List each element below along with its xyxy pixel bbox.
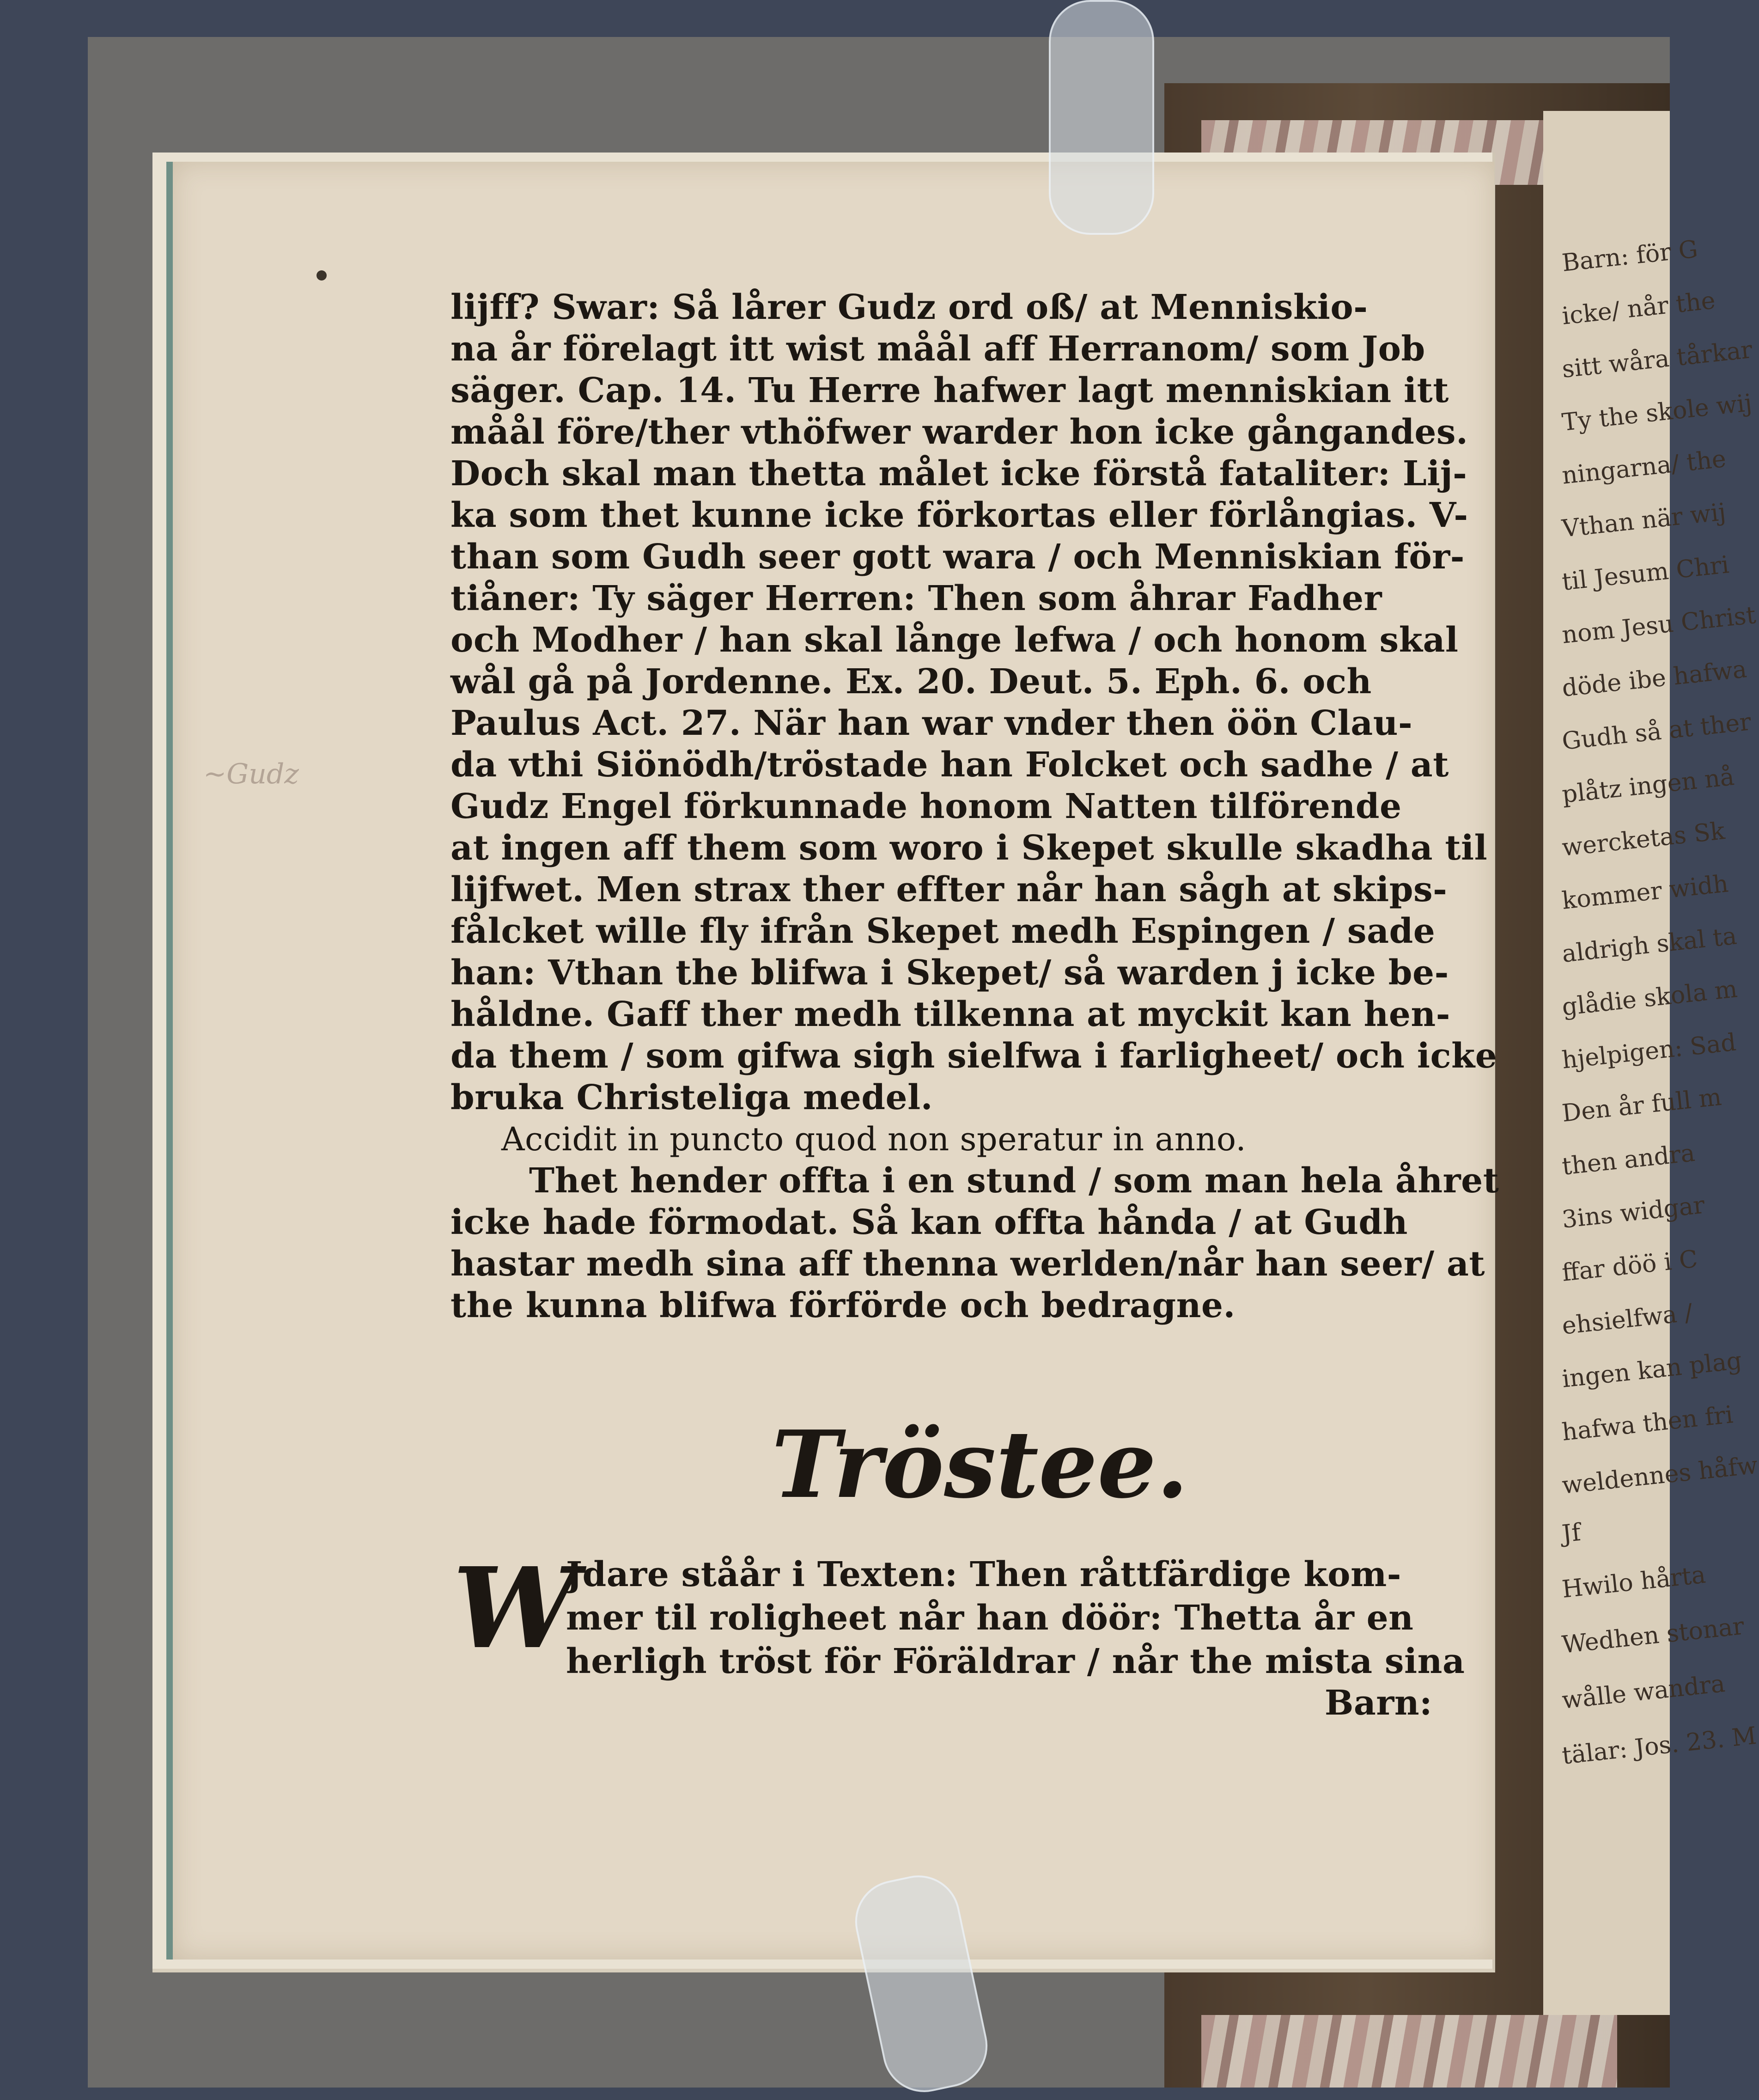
facing-line: til Jesum Chri	[1560, 551, 1731, 596]
text-line: hastar medh sina aff thenna werlden/når han seer/ at	[450, 1244, 1485, 1284]
latin-quote: Accidit in puncto quod non speratur in anno.	[501, 1120, 1247, 1158]
text-line: Gudz Engel förkunnade honom Natten tilförende	[450, 787, 1402, 826]
text-line: håldne. Gaff ther medh tilkenna at myckit kan hen-	[450, 995, 1450, 1034]
text-line: fålcket wille fly ifrån Skepet medh Espingen / sade	[450, 911, 1436, 951]
text-line: the kunna blifwa förförde och bedragne.	[450, 1286, 1236, 1325]
text-line: mer til roligheet når han döör: Thetta år en	[566, 1598, 1414, 1638]
text-line: Doch skal man thetta målet icke förstå fataliter: Lij-	[450, 454, 1467, 494]
facing-line: weldennes håfw	[1560, 1451, 1759, 1500]
facing-line: Den år full m	[1560, 1083, 1723, 1128]
facing-line: 3ins widgar	[1560, 1191, 1706, 1234]
facing-line: icke/ når the	[1560, 287, 1717, 330]
text-line: Thet hender offta i en stund / som man hela åhret	[529, 1161, 1499, 1201]
text-line: than som Gudh seer gott wara / och Menniskian för-	[450, 537, 1465, 577]
text-line: säger. Cap. 14. Tu Herre hafwer lagt menniskian itt	[450, 371, 1449, 410]
facing-line: Hwilo hårta	[1560, 1561, 1707, 1604]
text-line: han: Vthan the blifwa i Skepet/ så warden j icke be-	[450, 953, 1449, 993]
text-line: tiåner: Ty säger Herren: Then som åhrar Fadher	[450, 579, 1382, 618]
facing-line: kommer widh	[1560, 870, 1730, 915]
drop-cap: W	[453, 1543, 578, 1673]
text-line: at ingen aff them som woro i Skepet skulle skadha til	[450, 828, 1488, 868]
text-line: Jdare ståår i Texten: Then råttfärdige kom-	[566, 1555, 1401, 1594]
facing-line: ingen kan plag	[1560, 1347, 1743, 1393]
facing-line: then andra	[1560, 1139, 1697, 1181]
text-line: och Modher / han skal långe lefwa / och honom skal	[450, 620, 1459, 660]
facing-line: Vthan när wij	[1560, 498, 1728, 543]
text-line: bruka Christeliga medel.	[450, 1078, 933, 1117]
text-line: da them / som gifwa sigh sielfwa i farligheet/ och icke	[450, 1036, 1497, 1076]
text-line: da vthi Siönödh/tröstade han Folcket och sadhe / at	[450, 745, 1449, 785]
facing-line: nom Jesu Christ	[1560, 601, 1757, 649]
facing-line: ehsielfwa /	[1560, 1299, 1694, 1340]
facing-line: sitt wåra tårkar	[1560, 336, 1754, 384]
facing-line: plåtz ingen nå	[1560, 763, 1736, 809]
catchword: Barn:	[1324, 1683, 1432, 1723]
text-line: lijfwet. Men strax ther effter når han sågh at skips-	[450, 870, 1448, 910]
main-text-block	[450, 287, 1499, 1326]
paragraph-two	[566, 1553, 1465, 1683]
facing-line: döde ibe hafwa	[1560, 655, 1748, 702]
facing-line: hafwa then fri	[1560, 1401, 1735, 1447]
page-hole	[316, 270, 327, 281]
facing-line: Gudh så at ther	[1560, 708, 1753, 756]
text-line: wål gå på Jordenne. Ex. 20. Deut. 5. Eph. 6. och	[450, 662, 1372, 702]
text-line: na år förelagt itt wist måål aff Herranom/ som Job	[450, 329, 1425, 369]
section-heading: Tröstee.	[772, 1410, 1189, 1519]
facing-line: Jf	[1560, 1518, 1582, 1548]
marbled-edge-bottom	[1201, 2015, 1617, 2088]
text-line: måål före/ther vthöfwer warder hon icke gångandes.	[450, 412, 1468, 452]
facing-page	[1543, 111, 1759, 2015]
facing-line: hjelpigen: Sad	[1560, 1028, 1738, 1074]
text-line: lijff? Swar: Så lårer Gudz ord oß/ at Menniskio-	[450, 287, 1368, 327]
facing-line: ffar döö i C	[1560, 1245, 1699, 1287]
facing-line: Ty the skole wij	[1560, 389, 1753, 437]
facing-line: Wedhen stonar	[1560, 1612, 1746, 1659]
text-line: herligh tröst för Föräldrar / når the mista sina	[566, 1642, 1465, 1681]
text-line: Paulus Act. 27. När han war vnder then öön Clau-	[450, 703, 1413, 743]
facing-line: aldrigh skal ta	[1560, 922, 1738, 968]
facing-line: wercketas Sk	[1560, 817, 1726, 862]
facing-line: glådie skola m	[1560, 975, 1739, 1021]
clip-top	[1049, 0, 1154, 235]
facing-line: tälar: Jos. 23. M	[1560, 1722, 1758, 1770]
facing-line: wålle wandra	[1560, 1670, 1727, 1715]
text-line: ka som thet kunne icke förkortas eller förlångias. V-	[450, 495, 1468, 535]
facing-line: Barn: för G	[1560, 235, 1699, 277]
text-line: icke hade förmodat. Så kan offta hånda / at Gudh	[450, 1203, 1408, 1242]
margin-ghost-text: ~Gudz	[203, 758, 299, 790]
facing-line: ningarna/ the	[1560, 445, 1728, 490]
